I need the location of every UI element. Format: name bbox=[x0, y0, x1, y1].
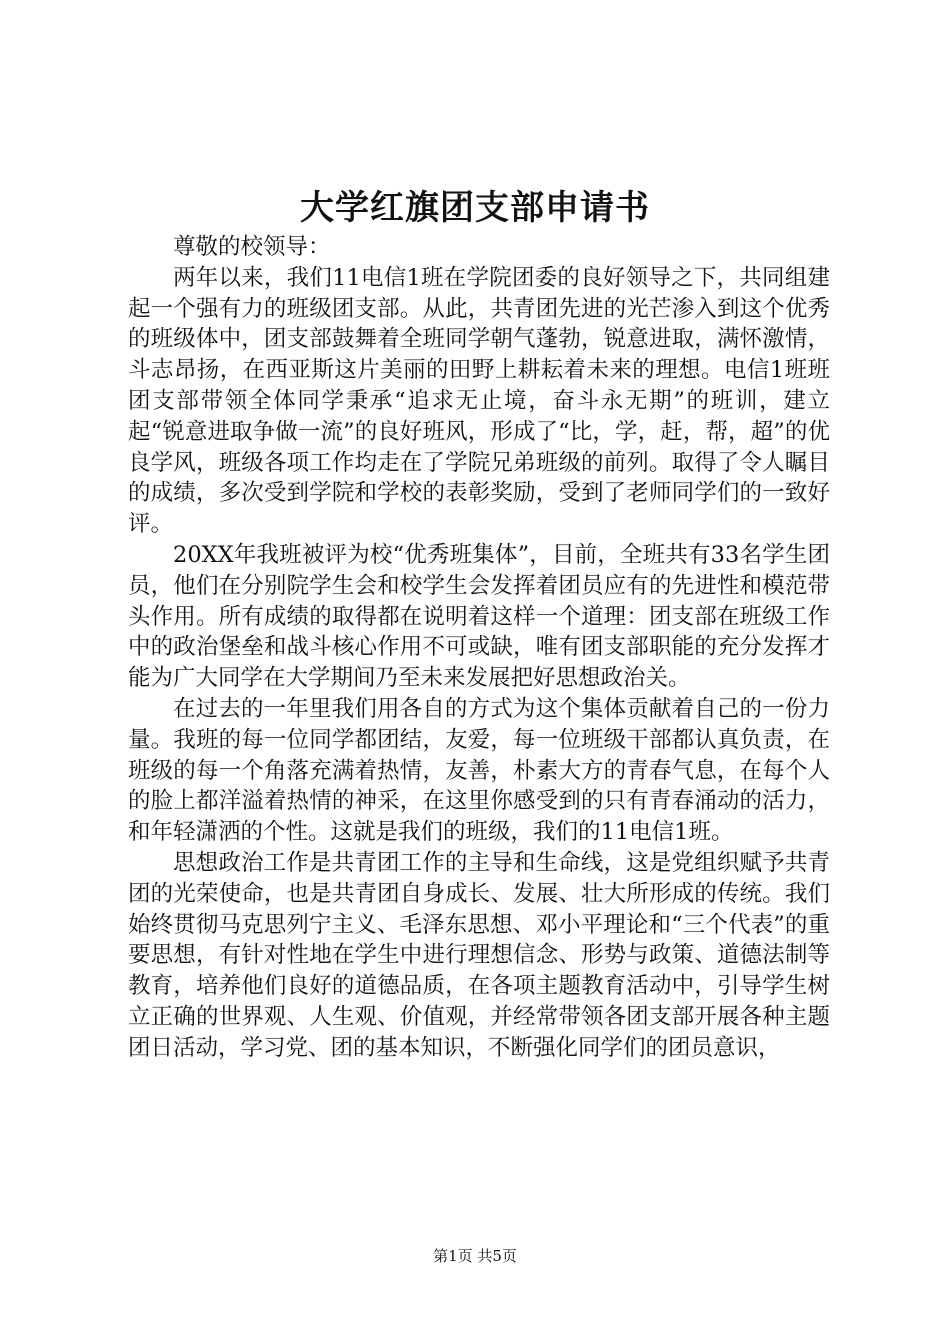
paragraph: 在过去的一年里我们用各自的方式为这个集体贡献着自己的一份力量。我班的每一位同学都团结，友爱，每一位班级干部都认真负责，在班级的每一个角落充满着热情，友善，朴素大方的青春气息，在每个人的脸上都洋溢着热情的神采，在这里你感受到的只有青春涌动的活力，和年轻潇洒的个性。这就是我们的班级，我们的11电信1班。 bbox=[128, 695, 830, 846]
document-body bbox=[128, 232, 830, 1064]
paragraph: 思想政治工作是共青团工作的主导和生命线，这是党组织赋予共青团的光荣使命，也是共青团自身成长、发展、壮大所形成的传统。我们始终贯彻马克思列宁主义、毛泽东思想、邓小平理论和“三个代表”的重要思想，有针对性地在学生中进行理想信念、形势与政策、道德法制等教育，培养他们良好的道德品质，在各项主题教育活动中，引导学生树立正确的世界观、人生观、价值观，并经常带领各团支部开展各种主题团日活动，学习党、团的基本知识，不断强化同学们的团员意识， bbox=[128, 849, 830, 1061]
page-number-footer: 第1页 共5页 bbox=[433, 1247, 517, 1265]
paragraph: 两年以来，我们11电信1班在学院团委的良好领导之下，共同组建起一个强有力的班级团支部。从此，共青团先进的光芒渗入到这个优秀的班级体中，团支部鼓舞着全班同学朝气蓬勃，锐意进取，满怀激情，斗志昂扬，在西亚斯这片美丽的田野上耕耘着未来的理想。电信1班班团支部带领全体同学秉承“追求无止境，奋斗永无期”的班训，建立起“锐意进取争做一流”的良好班风，形成了“比，学，赶，帮，超”的优良学风，班级各项工作均走在了学院兄弟班级的前列。取得了令人瞩目的成绩，多次受到学院和学校的表彰奖励，受到了老师同学们的一致好评。 bbox=[128, 264, 830, 538]
document-title: 大学红旗团支部申请书 bbox=[300, 188, 650, 228]
salutation: 尊敬的校领导： bbox=[173, 234, 331, 260]
paragraph: 20XX年我班被评为校“优秀班集体”，目前，全班共有33名学生团员，他们在分别院学生会和校学生会发挥着团员应有的先进性和模范带头作用。所有成绩的取得都在说明着这样一个道理：团支部在班级工作中的政治堡垒和战斗核心作用不可或缺，唯有团支部职能的充分发挥才能为广大同学在大学期间乃至未来发展把好思想政治关。 bbox=[128, 541, 830, 692]
